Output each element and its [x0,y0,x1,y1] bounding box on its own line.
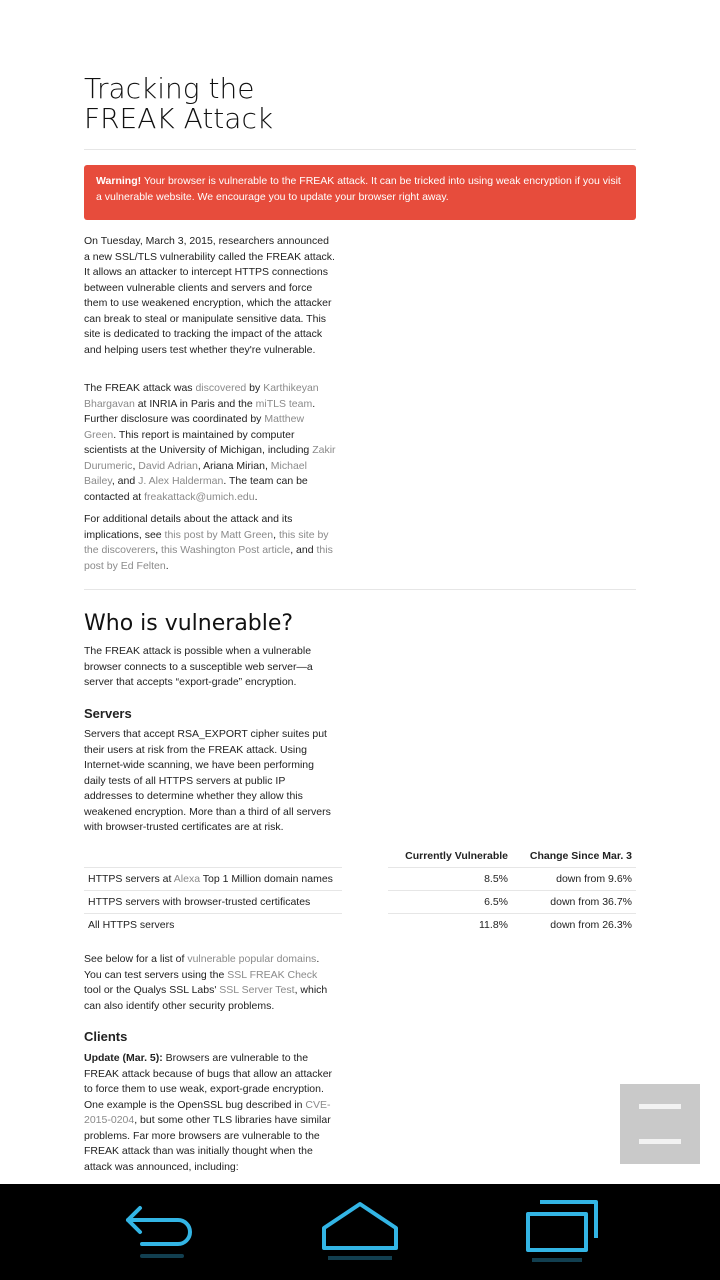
change-value: down from 26.3% [512,914,636,937]
testing-paragraph: See below for a list of vulnerable popular domains. You can test servers using the SSL FREAK Check tool or the Qualys SSL Labs' SSL Server Test, which can also identify other security problems. [84,953,328,1012]
change-value: down from 9.6% [512,868,636,891]
home-icon [320,1198,400,1264]
credits-paragraph: The FREAK attack was discovered by Karthikeyan Bhargavan at INRIA in Paris and the miTLS team. Further disclosure was coordinated by Matthew Green. This report is maintained by computer scientists at the University of Michigan, including Zakir Durumeric, David Adrian, Ariana Mirian, Michael Bailey, and J. Alex Halderman. The team can be contacted at freakattack@umich.edu. [84,382,336,503]
link-vulnerable-domains[interactable]: vulnerable popular domains [187,953,317,965]
back-icon [120,1198,200,1264]
table-header-gap [342,845,388,868]
row-label: All HTTPS servers [84,914,342,937]
who-vulnerable-heading: Who is vulnerable? [84,611,294,636]
link-ssl-freak-check[interactable]: SSL FREAK Check [227,968,318,981]
menu-icon-bar [639,1104,681,1109]
intro-paragraph: On Tuesday, March 3, 2015, researchers announced a new SSL/TLS vulnerability called the FREAK attack. It allows an attacker to intercept HTTPS connections between vulnerable clients and servers and force them to use weakened encryption, which the attacker can break to steal or manipulate sensitive data. This site is dedicated to tracking the impact of the attack and helping users test whether they're vulnerable. [84,235,335,356]
article [84,0,636,1184]
link-michael-bailey[interactable]: Michael Bailey [84,459,307,487]
divider [84,149,636,150]
divider [84,589,636,590]
link-ed-felten-post[interactable]: this post by Ed Felten [84,544,333,572]
link-ssl-server-test[interactable]: SSL Server Test [219,984,295,996]
table-row [84,868,636,891]
link-matthew-green[interactable]: Matthew Green [84,413,305,441]
col-change-since: Change Since Mar. 3 [529,850,632,862]
table-row [84,891,636,914]
row-label: HTTPS servers with browser-trusted certificates [84,891,342,914]
servers-heading: Servers [84,706,132,721]
title-line-1: Tracking the [84,72,255,105]
update-label: Update (Mar. 5): [84,1052,163,1064]
page-title [84,74,273,134]
system-navigation-bar [0,1184,720,1280]
servers-paragraph: Servers that accept RSA_EXPORT cipher suites put their users at risk from the FREAK attack. Using Internet-wide scanning, we have been performing daily tests of all HTTPS servers at public IP addresses to determine whether they allow this weakened encryption. More than a third of all servers with browser-trusted certificates are at risk. [84,728,331,833]
table-row [84,914,636,937]
vulnerability-table [84,845,636,936]
link-karthikeyan-bhargavan[interactable]: Karthikeyan Bhargavan [84,382,319,410]
col-currently-vulnerable: Currently Vulnerable [405,850,508,862]
recent-apps-button[interactable] [524,1198,604,1264]
table-header-row [84,845,636,868]
who-vulnerable-paragraph: The FREAK attack is possible when a vulnerable browser connects to a susceptible web server—a server that accepts “export-grade” encryption. [84,645,313,688]
clients-heading: Clients [84,1029,128,1044]
home-button[interactable] [320,1198,400,1264]
link-matt-green-post[interactable]: this post by Matt Green [164,528,274,541]
link-discoverers-site[interactable]: this site by the discoverers [84,528,329,556]
warning-label: Warning! [96,175,142,187]
title-line-2: FREAK Attack [84,102,274,135]
vulnerable-value: 11.8% [388,914,512,937]
change-value: down from 36.7% [512,891,636,914]
link-mitls-team[interactable]: miTLS team [255,397,313,410]
link-contact-email[interactable]: freakattack@umich.edu [144,490,255,503]
link-discovered[interactable]: discovered [195,382,247,394]
vulnerable-value: 6.5% [388,891,512,914]
link-zakir-durumeric[interactable]: Zakir Durumeric [84,444,336,472]
link-alex-halderman[interactable]: J. Alex Halderman [138,475,224,487]
warning-alert [84,165,636,220]
link-david-adrian[interactable]: David Adrian [138,459,198,472]
link-cve[interactable]: CVE-2015-0204 [84,1098,331,1126]
details-paragraph: For additional details about the attack and its implications, see this post by Matt Green, this site by the discoverers, this Washington Post article, and this post by Ed Felten. [84,513,333,572]
back-button[interactable] [120,1198,200,1264]
clients-paragraph: Update (Mar. 5): Browsers are vulnerable to the FREAK attack because of bugs that allow an attacker to force them to use weak, export-grade encryption. One example is the OpenSSL bug described in CVE-2015-0204, but some other TLS libraries have similar problems. Far more browsers are vulnerable to the FREAK attack than was initially thought when the attack was announced, including: [84,1052,333,1173]
row-label: HTTPS servers at Alexa Top 1 Million domain names [84,868,342,891]
link-alexa[interactable]: Alexa [173,873,201,885]
menu-button[interactable] [620,1084,700,1164]
vulnerable-value: 8.5% [388,868,512,891]
recent-apps-icon [524,1198,604,1264]
menu-icon-bar [639,1139,681,1144]
link-washington-post[interactable]: this Washington Post article [161,544,291,556]
warning-text: Your browser is vulnerable to the FREAK attack. It can be tricked into using weak encryption if you visit a vulnerable website. We encourage you to update your browser right away. [96,175,621,203]
table-header-empty [84,845,342,868]
